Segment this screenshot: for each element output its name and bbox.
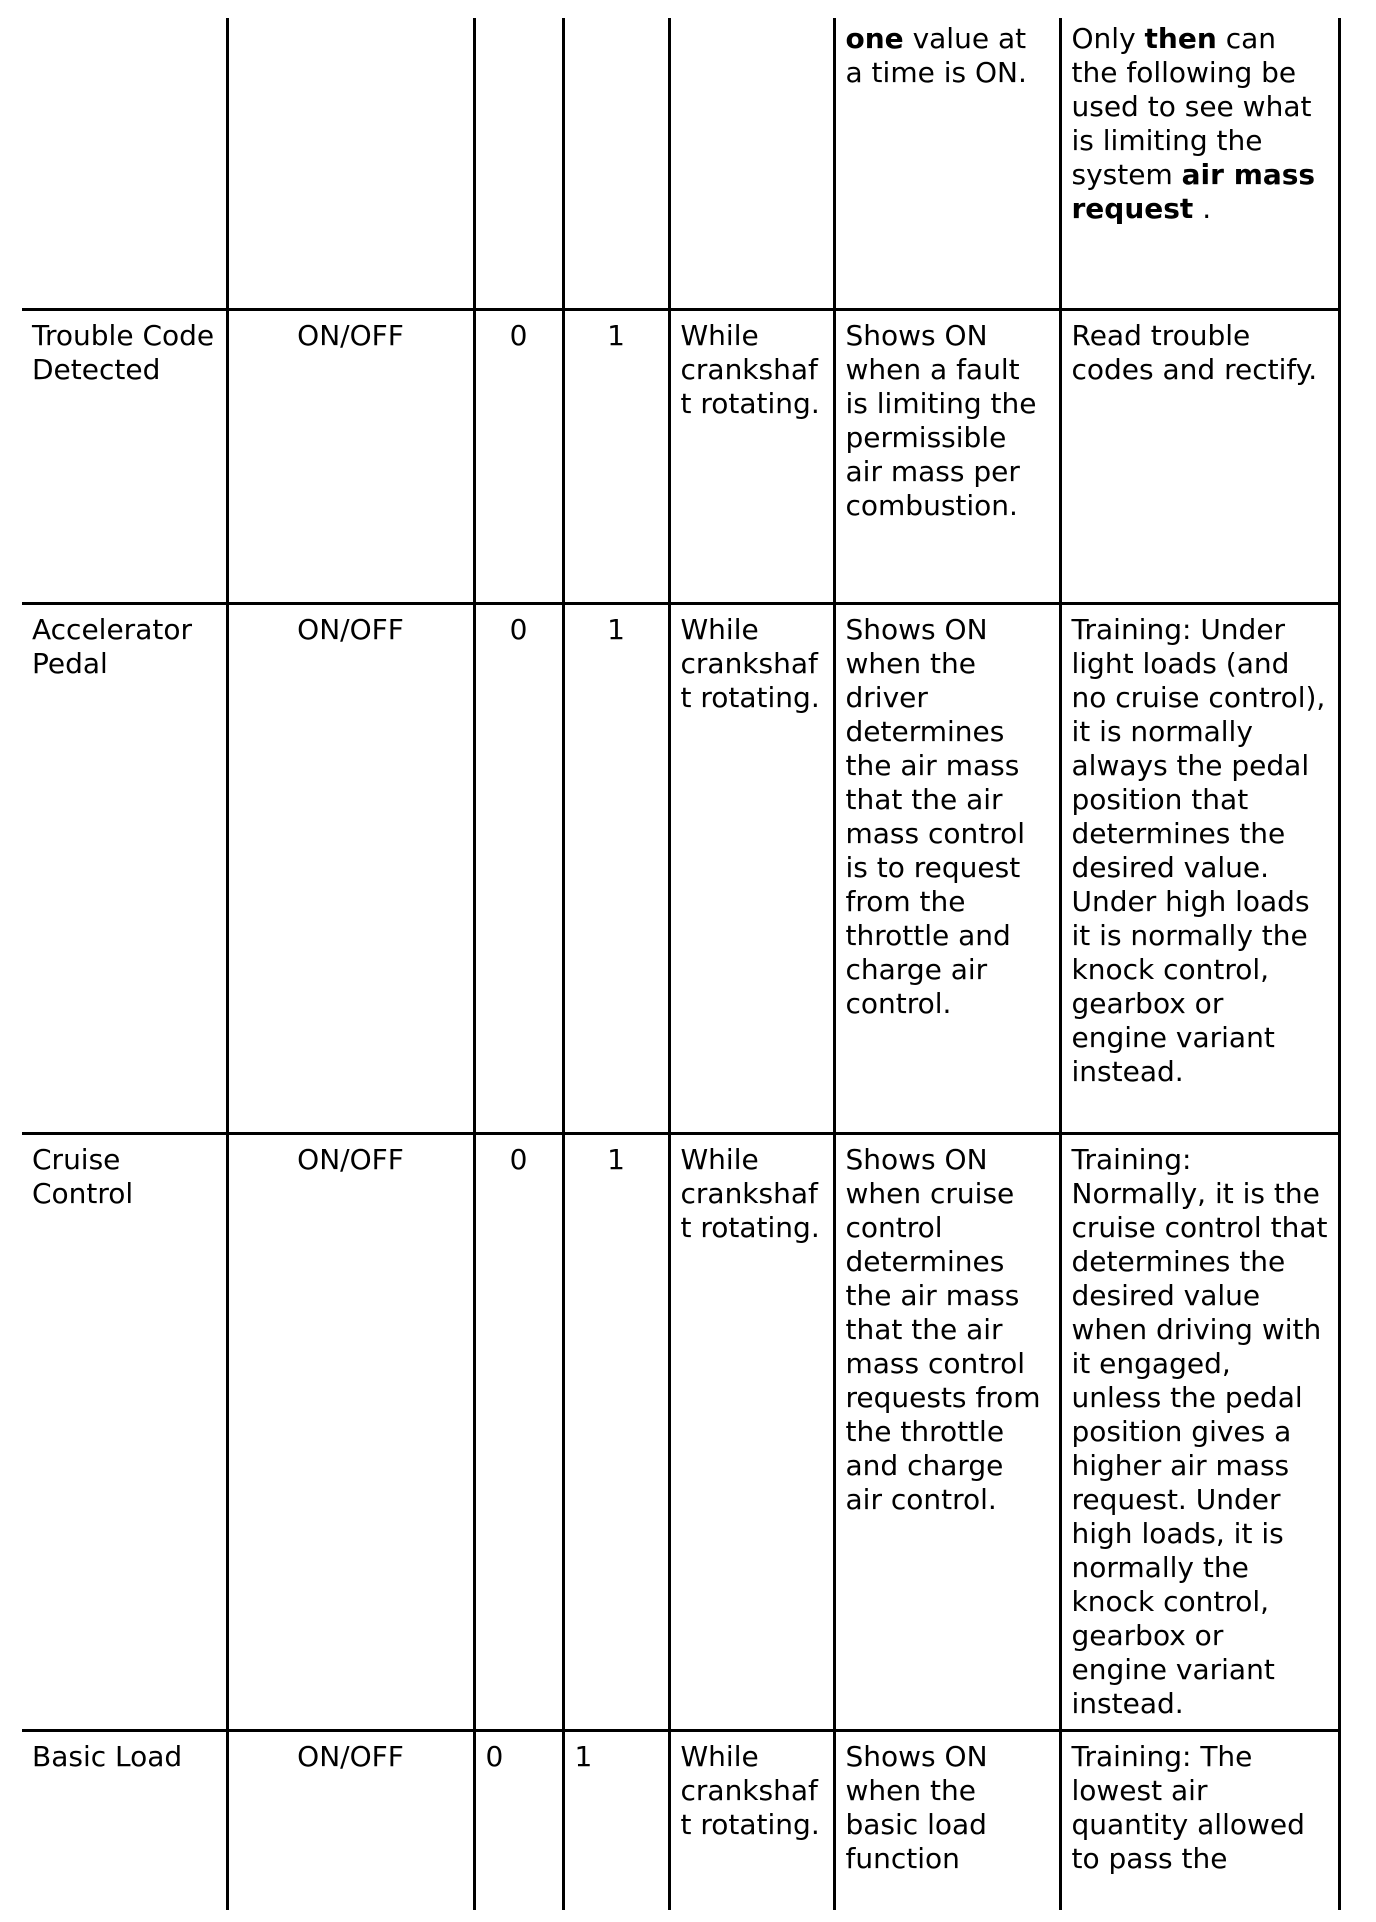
action-end-text: .: [1193, 192, 1212, 225]
table-row: [22, 309, 1339, 603]
table-row-continued: [22, 18, 1339, 309]
cell-condition: While crankshaft rotating.: [669, 603, 834, 1133]
cell-type-empty: [227, 18, 474, 309]
cell-condition: While crankshaft rotating.: [669, 309, 834, 603]
action-bold-then: then: [1144, 22, 1217, 55]
cell-name-empty: [22, 18, 227, 309]
cell-min: 0: [474, 309, 563, 603]
cell-description: Shows ON when a fault is limiting the permissible air mass per combustion.: [834, 309, 1060, 603]
table-row: [22, 603, 1339, 1133]
cell-min: 0: [474, 1730, 563, 1910]
cell-max: 1: [563, 1730, 669, 1910]
action-bold-air-mass-request: air mass request: [1071, 158, 1316, 225]
cell-max: 1: [563, 603, 669, 1133]
cell-action: Training: Normally, it is the cruise control that determines the desired value when driving with it engaged, unless the pedal position gives a higher air mass request. Under high loads, it is normally the knock control, gearbox or engine variant instead.: [1060, 1133, 1339, 1730]
cell-action: Training: The lowest air quantity allowed to pass the: [1060, 1730, 1339, 1910]
cell-description: Shows ON when the driver determines the air mass that the air mass control is to request from the throttle and charge air control.: [834, 603, 1060, 1133]
cell-min: 0: [474, 603, 563, 1133]
cell-action: Read trouble codes and rectify.: [1060, 309, 1339, 603]
action-pre-text: Only: [1071, 22, 1145, 55]
cell-description-continued: [834, 18, 1060, 309]
cell-max: 1: [563, 309, 669, 603]
table-row: [22, 1730, 1339, 1910]
cell-action-continued: [1060, 18, 1339, 309]
cell-type: ON/OFF: [227, 1730, 474, 1910]
cell-name: Trouble Code Detected: [22, 309, 227, 603]
action-mid-text: can the following be used to see what is limiting the system: [1071, 22, 1312, 191]
cell-description: Shows ON when cruise control determines the air mass that the air mass control requests from the throttle and charge air control.: [834, 1133, 1060, 1730]
cell-min: 0: [474, 1133, 563, 1730]
cell-type: ON/OFF: [227, 603, 474, 1133]
cell-type: ON/OFF: [227, 309, 474, 603]
cell-max-empty: [563, 18, 669, 309]
cell-description: Shows ON when the basic load function: [834, 1730, 1060, 1910]
cell-name: Accelerator Pedal: [22, 603, 227, 1133]
cell-condition-empty: [669, 18, 834, 309]
table-row: [22, 1133, 1339, 1730]
cell-name: Basic Load: [22, 1730, 227, 1910]
desc-bold-text: one: [845, 22, 904, 55]
cell-name: Cruise Control: [22, 1133, 227, 1730]
desc-rest-text: value at a time is ON.: [845, 22, 1027, 89]
cell-min-empty: [474, 18, 563, 309]
cell-type: ON/OFF: [227, 1133, 474, 1730]
cell-condition: While crankshaft rotating.: [669, 1133, 834, 1730]
cell-max: 1: [563, 1133, 669, 1730]
cell-condition: While crankshaft rotating.: [669, 1730, 834, 1910]
parameter-table: [22, 18, 1341, 1910]
cell-action: Training: Under light loads (and no cruise control), it is normally always the pedal position that determines the desired value. Under high loads it is normally the knock control, gearbox or engine variant instead.: [1060, 603, 1339, 1133]
